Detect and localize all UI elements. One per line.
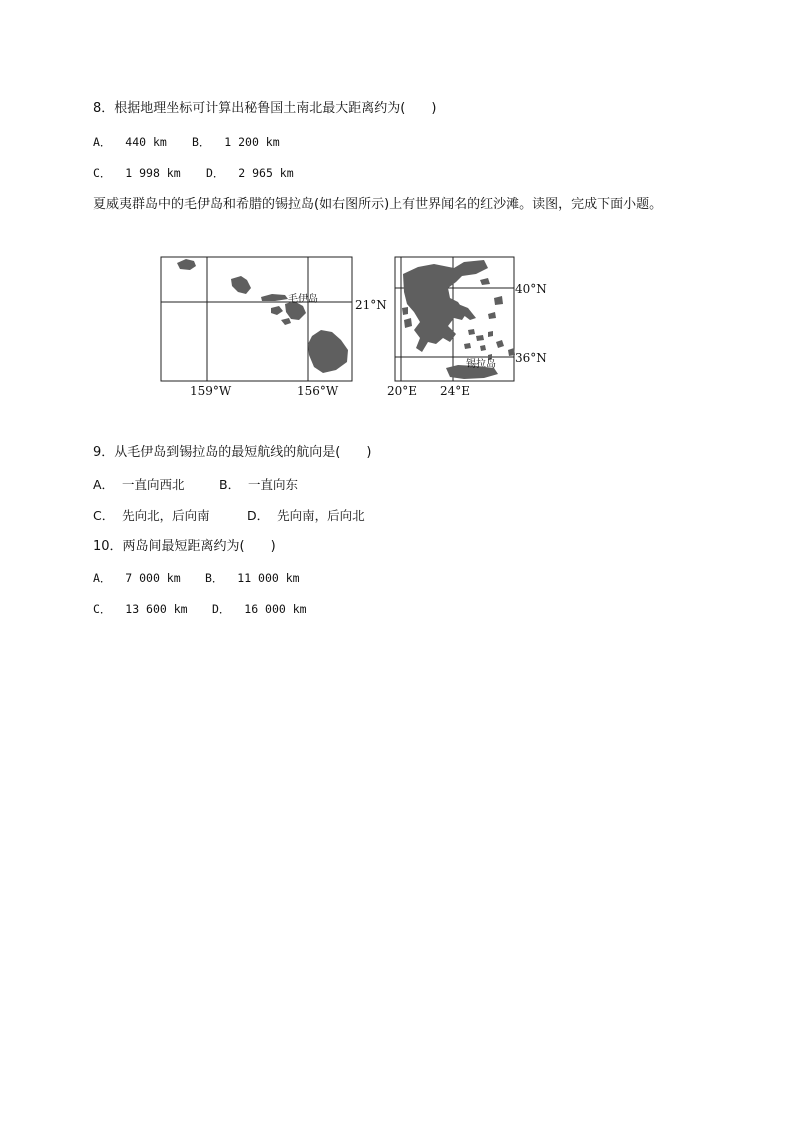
q8-option-b: B． 1 200 km [192,135,280,149]
lon-20e-label: 20°E [387,384,418,398]
lon-156w-label: 156°W [297,384,339,398]
map-figure [158,252,558,402]
passage-intro: 夏威夷群岛中的毛伊岛和希腊的锡拉岛(如右图所示)上有世界闻名的红沙滩。读图，完成下面小题。 [93,197,663,212]
maui-label: 毛伊岛 [288,294,318,305]
hawaii-big-island [308,330,348,373]
question-10-stem: 10．两岛间最短距离约为( ) [93,539,276,554]
corfu-island [402,307,408,315]
kahoolawe-island [281,318,291,325]
q9-option-a: A． 一直向西北 [93,477,185,492]
lat-36n-label: 36°N [515,351,547,365]
kefalonia-island [404,318,412,328]
q10-option-c: C． 13 600 km [93,602,188,616]
q9-option-d: D． 先向南，后向北 [247,508,365,523]
lat-40n-label: 40°N [515,282,547,296]
q10-option-a: A． 7 000 km [93,571,181,585]
q9-option-c: C． 先向北，后向南 [93,508,210,523]
question-9-stem: 9．从毛伊岛到锡拉岛的最短航线的航向是( ) [93,445,372,460]
kauai-island [177,259,196,270]
lon-24e-label: 24°E [440,384,471,398]
oahu-island [231,276,251,294]
question-8-stem: 8．根据地理坐标可计算出秘鲁国土南北最大距离约为( ) [93,101,437,116]
greece-map [387,257,547,398]
molokai-island [261,294,288,301]
lat-21n-label: 21°N [355,298,387,312]
hawaii-map [161,257,387,398]
q8-option-a: A． 440 km [93,135,167,149]
lon-159w-label: 159°W [190,384,232,398]
q8-option-d: D． 2 965 km [206,166,294,180]
q10-option-b: B． 11 000 km [205,571,300,585]
q8-option-c: C． 1 998 km [93,166,181,180]
q9-option-b: B． 一直向东 [219,477,299,492]
thira-label: 锡拉岛 [466,359,496,370]
q10-option-d: D． 16 000 km [212,602,307,616]
lanai-island [271,306,283,315]
greece-mainland [403,260,488,352]
